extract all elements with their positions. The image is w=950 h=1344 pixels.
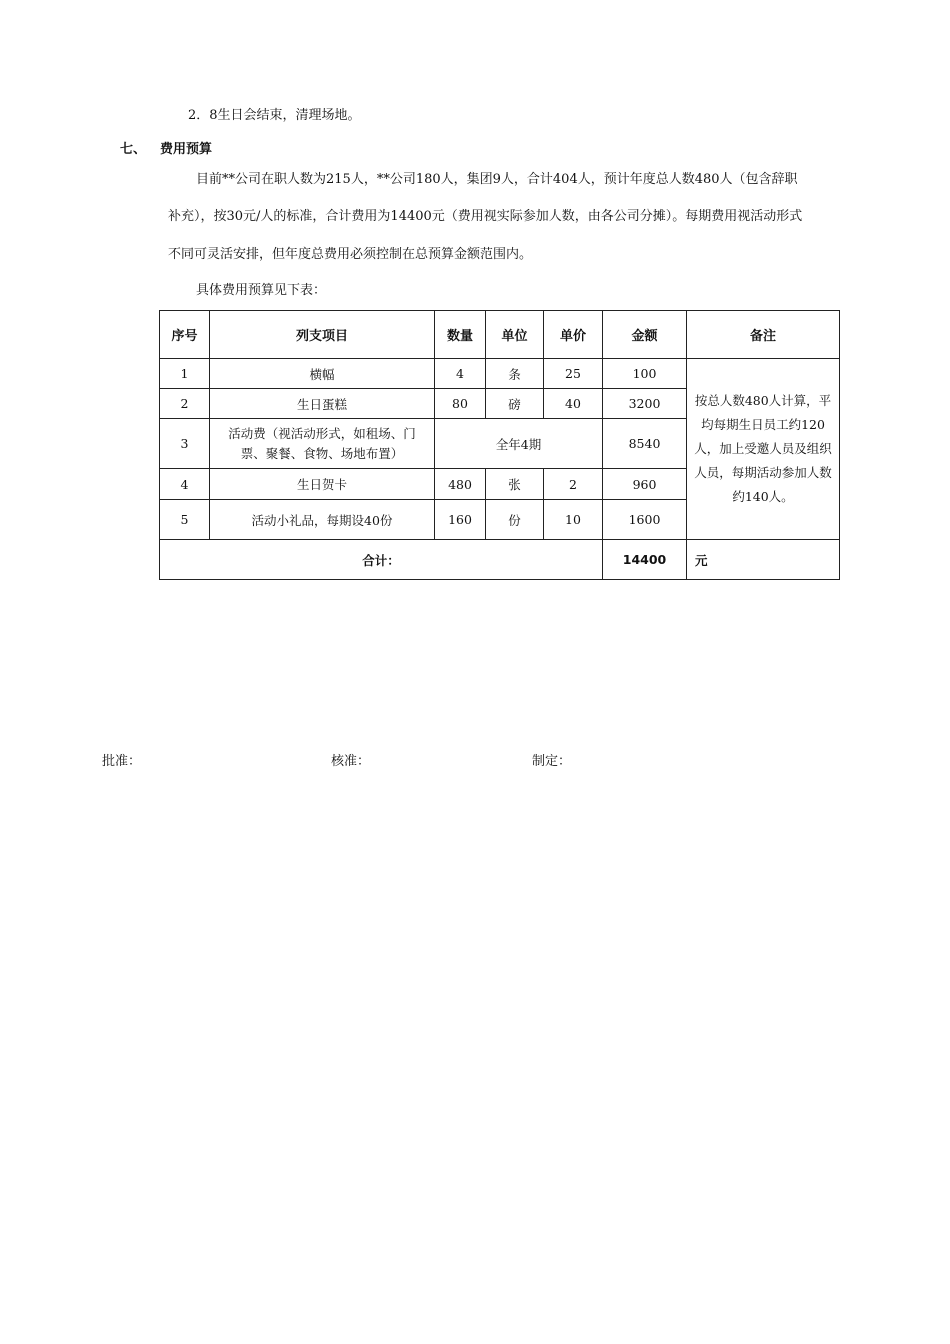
row-no: 5 xyxy=(160,500,210,540)
row-unit: 份 xyxy=(486,500,544,540)
row-no: 3 xyxy=(160,419,210,469)
row-qty: 4 xyxy=(435,359,486,389)
remark-cell: 按总人数480人计算，平均每期生日员工约120人，加上受邀人员及组织人员，每期活动参加人数约140人。 xyxy=(687,359,840,540)
row-qty: 160 xyxy=(435,500,486,540)
header-remark: 备注 xyxy=(687,311,840,359)
row-amount: 3200 xyxy=(603,389,687,419)
row-unit: 条 xyxy=(486,359,544,389)
row-item: 活动小礼品，每期设40份 xyxy=(210,500,435,540)
row-qty: 80 xyxy=(435,389,486,419)
budget-paragraph-line-3: 不同可灵活安排，但年度总费用必须控制在总预算金额范围内。 xyxy=(168,247,533,262)
row-price: 40 xyxy=(544,389,603,419)
row-amount: 8540 xyxy=(603,419,687,469)
header-unit: 单位 xyxy=(486,311,544,359)
budget-table xyxy=(159,310,840,580)
review-label: 核准： xyxy=(331,754,371,769)
row-item: 横幅 xyxy=(210,359,435,389)
row-price: 10 xyxy=(544,500,603,540)
row-item: 活动费（视活动形式，如租场、门票、聚餐、食物、场地布置） xyxy=(210,419,435,469)
row-price: 2 xyxy=(544,469,603,500)
total-unit: 元 xyxy=(687,540,840,580)
row-amount: 1600 xyxy=(603,500,687,540)
prepare-label: 制定： xyxy=(532,754,572,769)
row-amount: 100 xyxy=(603,359,687,389)
row-no: 4 xyxy=(160,469,210,500)
section-number: 七、 xyxy=(120,142,147,157)
table-header-row xyxy=(160,311,840,359)
section-title: 费用预算 xyxy=(160,142,213,157)
row-qty: 480 xyxy=(435,469,486,500)
header-no: 序号 xyxy=(160,311,210,359)
row-amount: 960 xyxy=(603,469,687,500)
budget-paragraph-line-2: 补充），按30元/人的标准，合计费用为14400元（费用视实际参加人数，由各公司分摊）。每期费用视活动形式 xyxy=(168,209,803,224)
table-total-row xyxy=(160,540,840,580)
table-row xyxy=(160,359,840,389)
row-price: 25 xyxy=(544,359,603,389)
row-merged-period: 全年4期 xyxy=(435,419,603,469)
total-value: 14400 xyxy=(603,540,687,580)
row-no: 1 xyxy=(160,359,210,389)
row-item: 生日贺卡 xyxy=(210,469,435,500)
previous-step-line: 2．8生日会结束，清理场地。 xyxy=(188,108,361,123)
budget-paragraph-line-1: 目前**公司在职人数为215人，**公司180人，集团9人，合计404人，预计年度总人数480人（包含辞职 xyxy=(196,172,798,187)
approve-label: 批准： xyxy=(102,754,142,769)
header-qty: 数量 xyxy=(435,311,486,359)
row-item: 生日蛋糕 xyxy=(210,389,435,419)
header-amount: 金额 xyxy=(603,311,687,359)
header-item: 列支项目 xyxy=(210,311,435,359)
row-no: 2 xyxy=(160,389,210,419)
total-label: 合计： xyxy=(160,540,603,580)
row-unit: 张 xyxy=(486,469,544,500)
row-unit: 磅 xyxy=(486,389,544,419)
header-price: 单价 xyxy=(544,311,603,359)
table-intro: 具体费用预算见下表： xyxy=(196,283,327,298)
